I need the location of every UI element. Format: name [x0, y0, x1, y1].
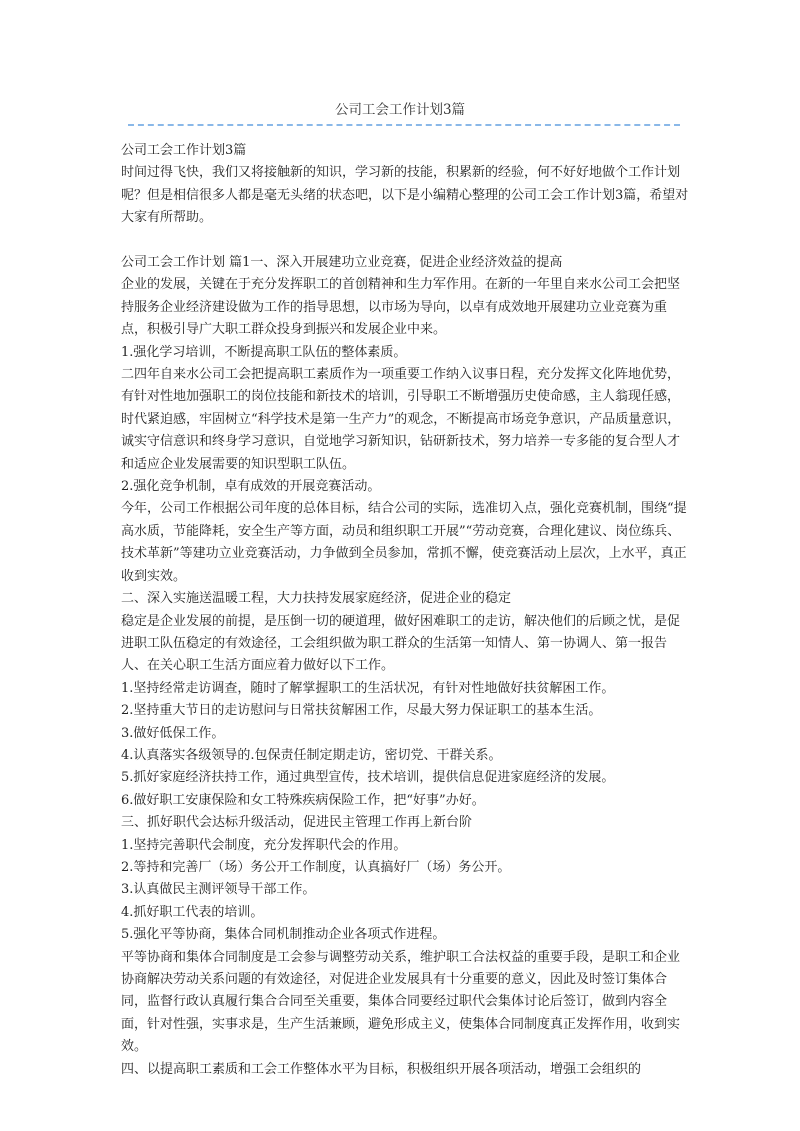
paragraph: 3.认真做民主测评领导干部工作。	[121, 882, 316, 898]
document-body	[121, 140, 691, 1081]
paragraph: 平等协商和集体合同制度是工会参与调整劳动关系，维护职工合法权益的重要手段，是职工和企业协商解决劳动关系问题的有效途径，对促进企业发展具有十分重要的意义，因此及时签订集体合同，监督行政认真履行集合合同至关重要，集体合同要经过职代会集体讨论后签订，做到内容全面，针对性强，实事求是，生产生活兼顾，避免形成主义，使集体合同制度真正发挥作用，收到实效。	[121, 949, 681, 1055]
paragraph: 4.认真落实各级领导的.包保责任制定期走访，密切党、干群关系。	[121, 747, 502, 763]
paragraph: 二、深入实施送温暖工程，大力扶持发展家庭经济，促进企业的稳定	[121, 591, 512, 607]
paragraph: 1.坚持完善职代会制度，充分发挥职代会的作用。	[121, 837, 407, 853]
paragraph: 1.坚持经常走访调查，随时了解掌握职工的生活状况，有针对性地做好扶贫解困工作。	[121, 680, 615, 696]
paragraph: 公司工会工作计划3篇	[121, 143, 247, 158]
paragraph: 3.做好低保工作。	[121, 725, 225, 741]
paragraph: 稳定是企业发展的前提，是压倒一切的硬道理，做好困难职工的走访，解决他们的后顾之忧，是促进职工队伍稳定的有效途径，工会组织做为职工群众的生活第一知情人、第一协调人、第一报告人、在关心职工生活方面应着力做好以下工作。	[121, 613, 681, 674]
paragraph: 5.强化平等协商，集体合同机制推动企业各项式作进程。	[121, 927, 446, 943]
paragraph: 企业的发展，关键在于充分发挥职工的首创精神和生力军作用。在新的一年里自来水公司工会把坚持服务企业经济建设做为工作的指导思想，以市场为导向，以卓有成效地开展建功立业竞赛为重点，积极引导广大职工群众投身到振兴和发展企业中来。	[121, 277, 681, 338]
paragraph: 2.等持和完善厂（场）务公开工作制度，认真搞好厂（场）务公开。	[121, 859, 511, 875]
paragraph: 5.抓好家庭经济扶持工作，通过典型宣传，技术培训，提供信息促进家庭经济的发展。	[121, 770, 615, 786]
paragraph: 三、抓好职代会达标升级活动，促进民主管理工作再上新台阶	[121, 815, 473, 831]
paragraph: 今年，公司工作根据公司年度的总体目标，结合公司的实际，选准切入点，强化竞赛机制，围绕“提高水质，节能降耗，安全生产等方面，动员和组织职工开展”“劳动竞赛，合理化建议、岗位练兵、技术革新”等建功立业竞赛活动，力争做到全员参加，常抓不懈，使竞赛活动上层次，上水平，真正收到实效。	[121, 501, 687, 584]
paragraph: 2.强化竞争机制，卓有成效的开展竞赛活动。	[121, 479, 381, 495]
title-divider	[128, 124, 680, 126]
paragraph: 时间过得飞快，我们又将接触新的知识，学习新的技能，积累新的经验，何不好好地做个工作计划呢？但是相信很多人都是毫无头绪的状态吧，以下是小编精心整理的公司工会工作计划3篇，希望对大家有所帮助。	[121, 165, 689, 226]
paragraph: 1.强化学习培训，不断提高职工队伍的整体素质。	[121, 344, 407, 360]
document-title: 公司工会工作计划3篇	[334, 102, 466, 118]
blank-line	[121, 230, 691, 252]
paragraph: 6.做好职工安康保险和女工特殊疾病保险工作，把“好事”办好。	[121, 792, 485, 808]
paragraph: 四、以提高职工素质和工会工作整体水平为目标，积极组织开展各项活动，增强工会组织的	[121, 1061, 642, 1077]
paragraph: 二四年自来水公司工会把提高职工素质作为一项重要工作纳入议事日程，充分发挥文化阵地优势，有针对性地加强职工的岗位技能和新技术的培训，引导职工不断增强历史使命感，主人翁现任感，时代紧迫感，牢固树立“科学技术是第一生产力”的观念，不断提高市场竞争意识，产品质量意识，诚实守信意识和终身学习意识，自觉地学习新知识，钻研新技术，努力培养一专多能的复合型人才和适应企业发展需要的知识型职工队伍。	[121, 367, 681, 472]
paragraph: 4.抓好职工代表的培训。	[121, 904, 264, 920]
paragraph: 公司工会工作计划 篇1一、深入开展建功立业竞赛，促进企业经济效益的提高	[121, 255, 563, 271]
paragraph: 2.坚持重大节日的走访慰问与日常扶贫解困工作，尽最大努力保证职工的基本生活。	[121, 703, 602, 719]
